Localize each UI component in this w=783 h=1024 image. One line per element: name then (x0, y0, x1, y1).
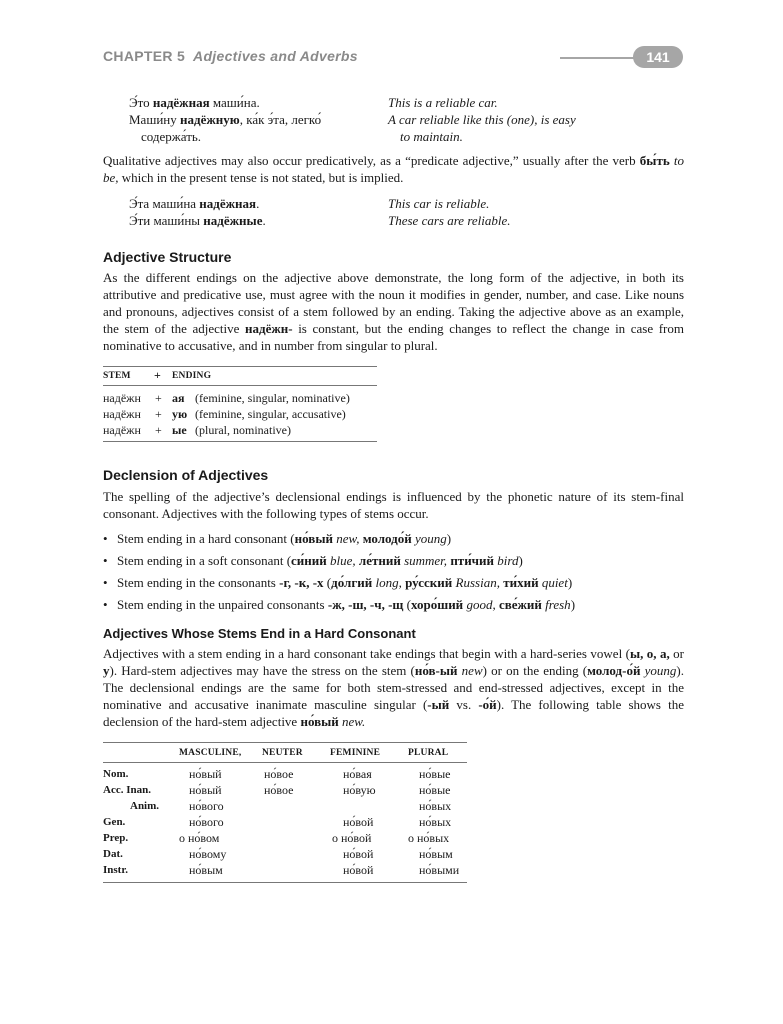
table-row: Gen. но́вого но́вой но́вых (103, 815, 452, 829)
example1-english: This is a reliable car. A car reliable like this (one), is easy to maintain. (388, 95, 576, 144)
chapter-label: CHAPTER 5 (103, 48, 186, 64)
running-header (103, 48, 358, 64)
paragraph-declension: The spelling of the adjective’s declensional endings is influenced by the phonetic nature of its stem-final consonant. Adjectives with the following types of stems occur. (103, 489, 684, 521)
col-header-neuter: NEUTER (262, 748, 303, 758)
heading-adjective-structure: Adjective Structure (103, 249, 232, 265)
stem-row: надёжн + ую (feminine, singular, accusative) (103, 407, 346, 421)
declension-table (103, 742, 467, 884)
col-header-masculine: MASCULINE, (179, 748, 242, 758)
bullet-hard-consonant: • Stem ending in a hard consonant (но́вый new, молодо́й young) (103, 531, 452, 546)
table-row: Prep. о но́вом о но́вой о но́вых (103, 831, 450, 845)
paragraph-adjective-structure: As the different endings on the adjective above demonstrate, the long form of the adjective, in both its attributive and predicative use, must agree with the noun it modifies in gender, number, and case. Like nouns and pronouns, adjectives consist of a stem followed by an ending. Taking the adjective above as an example, the stem of the adjective надёжн- is constant, but the ending changes to reflect the change in case from nominative to accusative, and in number from singular to plural. (103, 270, 684, 353)
page-number: 141 (633, 46, 683, 68)
heading-hard-consonant: Adjectives Whose Stems End in a Hard Consonant (103, 626, 416, 641)
bullet-unpaired-consonants: • Stem ending in the unpaired consonants -ж, -ш, -ч, -щ (хоро́ший good, све́жий fresh) (103, 597, 576, 612)
col-header-plural: PLURAL (408, 748, 449, 758)
table-row: Nom. но́вый но́вое но́вая но́вые (103, 767, 451, 781)
stem-row: надёжн + ая (feminine, singular, nominative) (103, 391, 350, 405)
example1-russian: Э́то надёжная маши́на. Маши́ну надёжную, ка́к э́та, легко́ содержа́ть. (129, 95, 322, 144)
paragraph-predicative: Qualitative adjectives may also occur predicatively, as a “predicate adjective,” usually after the verb бы́ть to be, which in the present tense is not stated, but is implied. (103, 153, 684, 185)
heading-declension: Declension of Adjectives (103, 467, 269, 483)
chapter-title: Adjectives and Adverbs (193, 48, 358, 64)
table-row: Dat. но́вому но́вой но́вым (103, 847, 453, 861)
col-header-feminine: FEMININE (330, 748, 381, 758)
example2-english: This car is reliable. These cars are reliable. (388, 196, 511, 228)
bullet-velar-consonants: • Stem ending in the consonants -г, -к, -х (до́лгий long, ру́сский Russian, ти́хий quiet) (103, 575, 573, 590)
table-row: Anim. но́вого но́вых (130, 799, 452, 813)
paragraph-hard-consonant: Adjectives with a stem ending in a hard consonant take endings that begin with a hard-series vowel (ы, о, а, or у). Hard-stem adjectives may have the stress on the stem (но́в-ый new) or on the ending (молод-о́й young). The declensional endings are the same for both stem-stressed and end-stressed adjectives, except in the nominative and accusative inanimate masculine singular (-ый vs. -о́й). The following table shows the declension of the hard-stem adjective но́вый new. (103, 646, 684, 729)
stem-row: надёжн + ые (plural, nominative) (103, 423, 291, 437)
table-row: Instr. но́вым но́вой но́выми (103, 863, 460, 877)
bullet-soft-consonant: • Stem ending in a soft consonant (си́ний blue, ле́тний summer, пти́чий bird) (103, 553, 523, 568)
example2-russian: Э́та маши́на надёжная. Э́ти маши́ны надёжные. (129, 196, 266, 228)
stem-ending-table: STEM + ENDING надёжн + ая (feminine, singular, nominative) надёжн + ую (feminine, singular, accusative) надёжн + ые (plural, nominative) (103, 366, 377, 442)
table-row: Acc. Inan. но́вый но́вое но́вую но́вые (103, 783, 451, 797)
header-rule (560, 57, 642, 59)
